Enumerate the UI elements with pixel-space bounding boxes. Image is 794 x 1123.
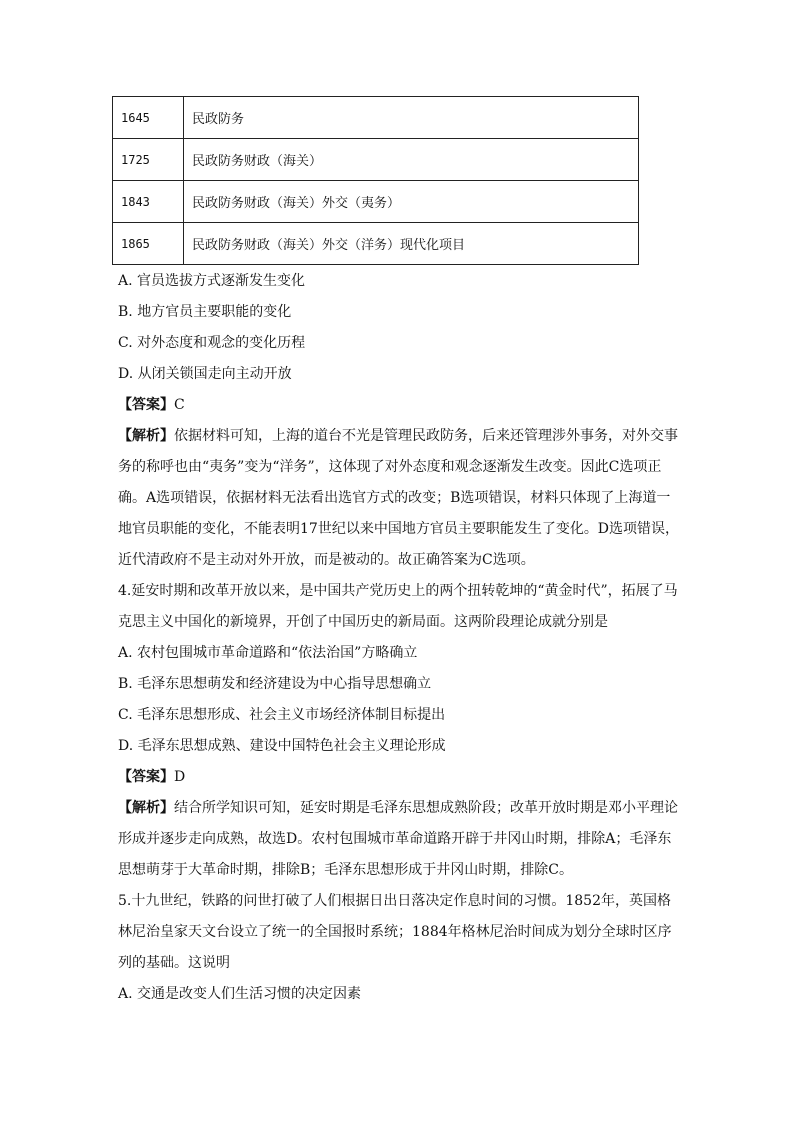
answer-value: C — [174, 397, 185, 413]
answer-tag: 【答案】 — [118, 397, 174, 413]
table-row — [113, 139, 639, 181]
q5-stem: 5.十九世纪，铁路的问世打破了人们根据日出日落决定作息时间的习惯。1852年，英国格林尼治皇家天文台设立了统一的全国报时系统；1884年格林尼治时间成为划分全球时区序列的基础。这说明 — [118, 893, 672, 971]
table-row — [113, 97, 639, 139]
q3-option-b: B. 地方官员主要职能的变化 — [118, 304, 292, 320]
question-content — [118, 266, 684, 1010]
year-cell: 1843 — [113, 181, 184, 223]
analysis-text: 结合所学知识可知，延安时期是毛泽东思想成熟阶段；改革开放时期是邓小平理论形成并逐步走向成熟，故选D。农村包围城市革命道路开辟于井冈山时期，排除A；毛泽东思想萌芽于大革命时期，排除B；毛泽东思想形成于井冈山时期，排除C。 — [118, 800, 678, 878]
answer-value: D — [174, 769, 186, 785]
official-duties-table — [112, 96, 639, 265]
analysis-tag: 【解析】 — [118, 428, 174, 444]
year-cell: 1865 — [113, 223, 184, 265]
analysis-text: 依据材料可知，上海的道台不光是管理民政防务，后来还管理涉外事务，对外交事务的称呼也由“夷务”变为“洋务”，这体现了对外态度和观念逐渐发生改变。因此C选项正确。A选项错误，依据材料无法看出选官方式的改变；B选项错误，材料只体现了上海道一地官员职能的变化，不能表明17世纪以来中国地方官员主要职能发生了变化。D选项错误，近代清政府不是主动对外开放，而是被动的。故正确答案为C选项。 — [118, 428, 680, 568]
q4-option-a: A. 农村包围城市革命道路和“依法治国”方略确立 — [118, 645, 418, 661]
q5-option-a: A. 交通是改变人们生活习惯的决定因素 — [118, 986, 362, 1002]
q4-option-b: B. 毛泽东思想萌发和经济建设为中心指导思想确立 — [118, 676, 432, 692]
table-row — [113, 181, 639, 223]
q3-answer — [118, 390, 684, 421]
answer-tag: 【答案】 — [118, 769, 174, 785]
year-cell: 1645 — [113, 97, 184, 139]
q3-option-c: C. 对外态度和观念的变化历程 — [118, 335, 306, 351]
q4-answer — [118, 762, 684, 793]
q4-analysis — [118, 793, 684, 886]
table-row — [113, 223, 639, 265]
q4-option-c: C. 毛泽东思想形成、社会主义市场经济体制目标提出 — [118, 707, 446, 723]
duties-cell: 民政防务财政（海关）外交（夷务） — [184, 181, 639, 223]
q3-option-a: A. 官员选拔方式逐渐发生变化 — [118, 273, 306, 289]
q3-analysis — [118, 421, 684, 576]
duties-cell: 民政防务财政（海关）外交（洋务）现代化项目 — [184, 223, 639, 265]
analysis-tag: 【解析】 — [118, 800, 174, 816]
q4-option-d: D. 毛泽东思想成熟、建设中国特色社会主义理论形成 — [118, 738, 446, 754]
year-cell: 1725 — [113, 139, 184, 181]
duties-cell: 民政防务 — [184, 97, 639, 139]
q4-stem: 4.延安时期和改革开放以来，是中国共产党历史上的两个扭转乾坤的“黄金时代”，拓展了马克思主义中国化的新境界，开创了中国历史的新局面。这两阶段理论成就分别是 — [118, 583, 678, 630]
duties-cell: 民政防务财政（海关） — [184, 139, 639, 181]
q3-option-d: D. 从闭关锁国走向主动开放 — [118, 366, 292, 382]
